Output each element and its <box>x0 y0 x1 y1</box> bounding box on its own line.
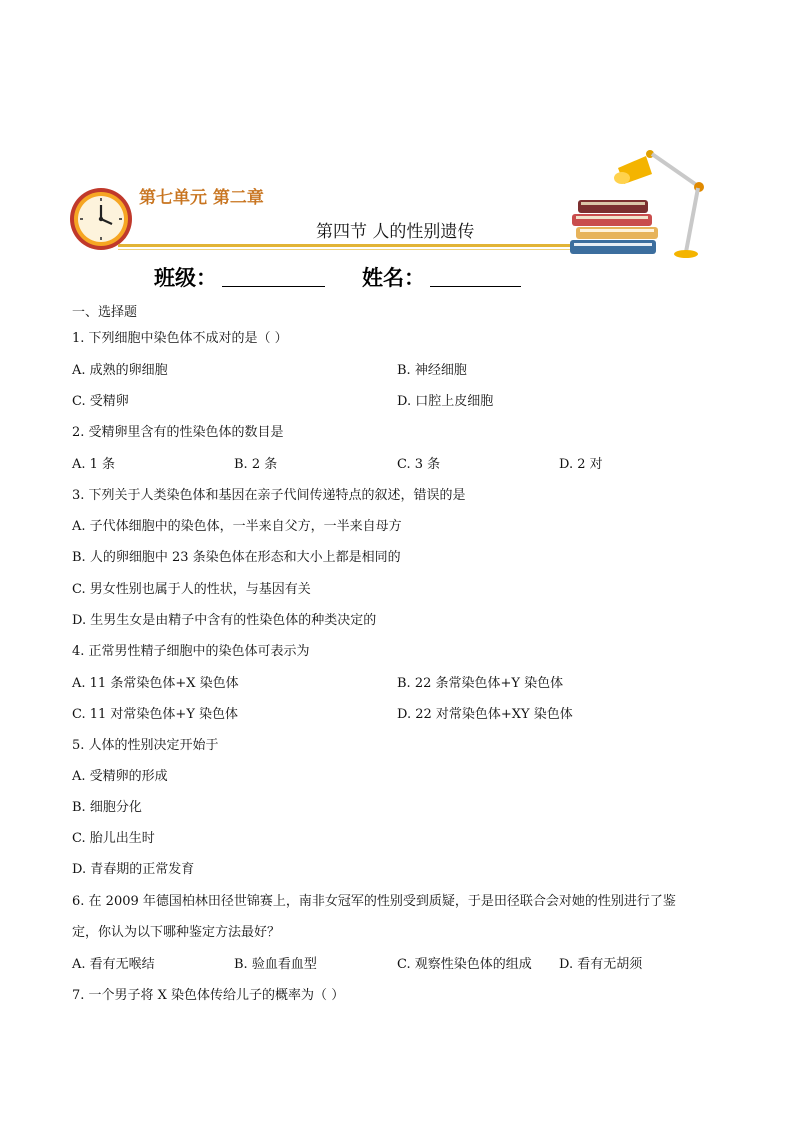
option-b: B. 细胞分化 <box>72 800 142 815</box>
option-d: D. 生男生女是由精子中含有的性染色体的种类决定的 <box>72 613 377 628</box>
option-a: A. 受精卵的形成 <box>72 769 168 784</box>
class-label: 班级： <box>154 266 217 290</box>
option-a: A. 看有无喉结 <box>72 957 155 972</box>
option-b: B. 人的卵细胞中 23 条染色体在形态和大小上都是相同的 <box>72 550 401 565</box>
name-blank-field[interactable] <box>430 286 521 287</box>
option-c: C. 受精卵 <box>72 394 129 409</box>
name-label: 姓名： <box>362 266 425 290</box>
question-stem: 2. 受精卵里含有的性染色体的数目是 <box>72 425 284 440</box>
option-c: C. 男女性别也属于人的性状，与基因有关 <box>72 582 311 597</box>
option-d: D. 看有无胡须 <box>559 957 643 972</box>
header-divider <box>118 244 588 247</box>
option-c: C. 11 对常染色体+Y 染色体 <box>72 707 239 722</box>
option-d: D. 2 对 <box>559 457 603 472</box>
question-stem: 1. 下列细胞中染色体不成对的是（ ） <box>72 331 288 346</box>
question-stem-continued: 定，你认为以下哪种鉴定方法最好？ <box>72 925 281 940</box>
section-title: 一、选择题 <box>72 305 138 320</box>
question-stem: 6. 在 2009 年德国柏林田径世锦赛上，南非女冠军的性别受到质疑，于是田径联合会对她的性别进行了鉴 <box>72 894 676 909</box>
question-stem: 5. 人体的性别决定开始于 <box>72 738 219 753</box>
option-d: D. 口腔上皮细胞 <box>397 394 494 409</box>
option-d: D. 22 对常染色体+XY 染色体 <box>397 707 573 722</box>
option-c: C. 观察性染色体的组成 <box>397 957 532 972</box>
option-a: A. 11 条常染色体+X 染色体 <box>72 676 239 691</box>
question-stem: 3. 下列关于人类染色体和基因在亲子代间传递特点的叙述，错误的是 <box>72 488 466 503</box>
option-a: A. 子代体细胞中的染色体，一半来自父方，一半来自母方 <box>72 519 402 534</box>
question-stem: 4. 正常男性精子细胞中的染色体可表示为 <box>72 644 310 659</box>
header-divider-thin <box>118 249 588 250</box>
class-blank-field[interactable] <box>222 286 325 287</box>
option-a: A. 1 条 <box>72 457 116 472</box>
unit-title: 第七单元 第二章 <box>139 188 264 208</box>
desk-lamp-icon <box>612 140 708 262</box>
option-b: B. 2 条 <box>234 457 278 472</box>
option-c: C. 3 条 <box>397 457 441 472</box>
option-b: B. 神经细胞 <box>397 363 467 378</box>
option-b: B. 22 条常染色体+Y 染色体 <box>397 676 564 691</box>
clock-icon <box>68 186 138 252</box>
question-stem: 7. 一个男子将 X 染色体传给儿子的概率为（ ） <box>72 988 345 1003</box>
option-a: A. 成熟的卵细胞 <box>72 363 168 378</box>
option-c: C. 胎儿出生时 <box>72 831 155 846</box>
option-b: B. 验血看血型 <box>234 957 317 972</box>
option-d: D. 青春期的正常发育 <box>72 862 195 877</box>
lesson-title: 第四节 人的性别遗传 <box>316 222 475 242</box>
